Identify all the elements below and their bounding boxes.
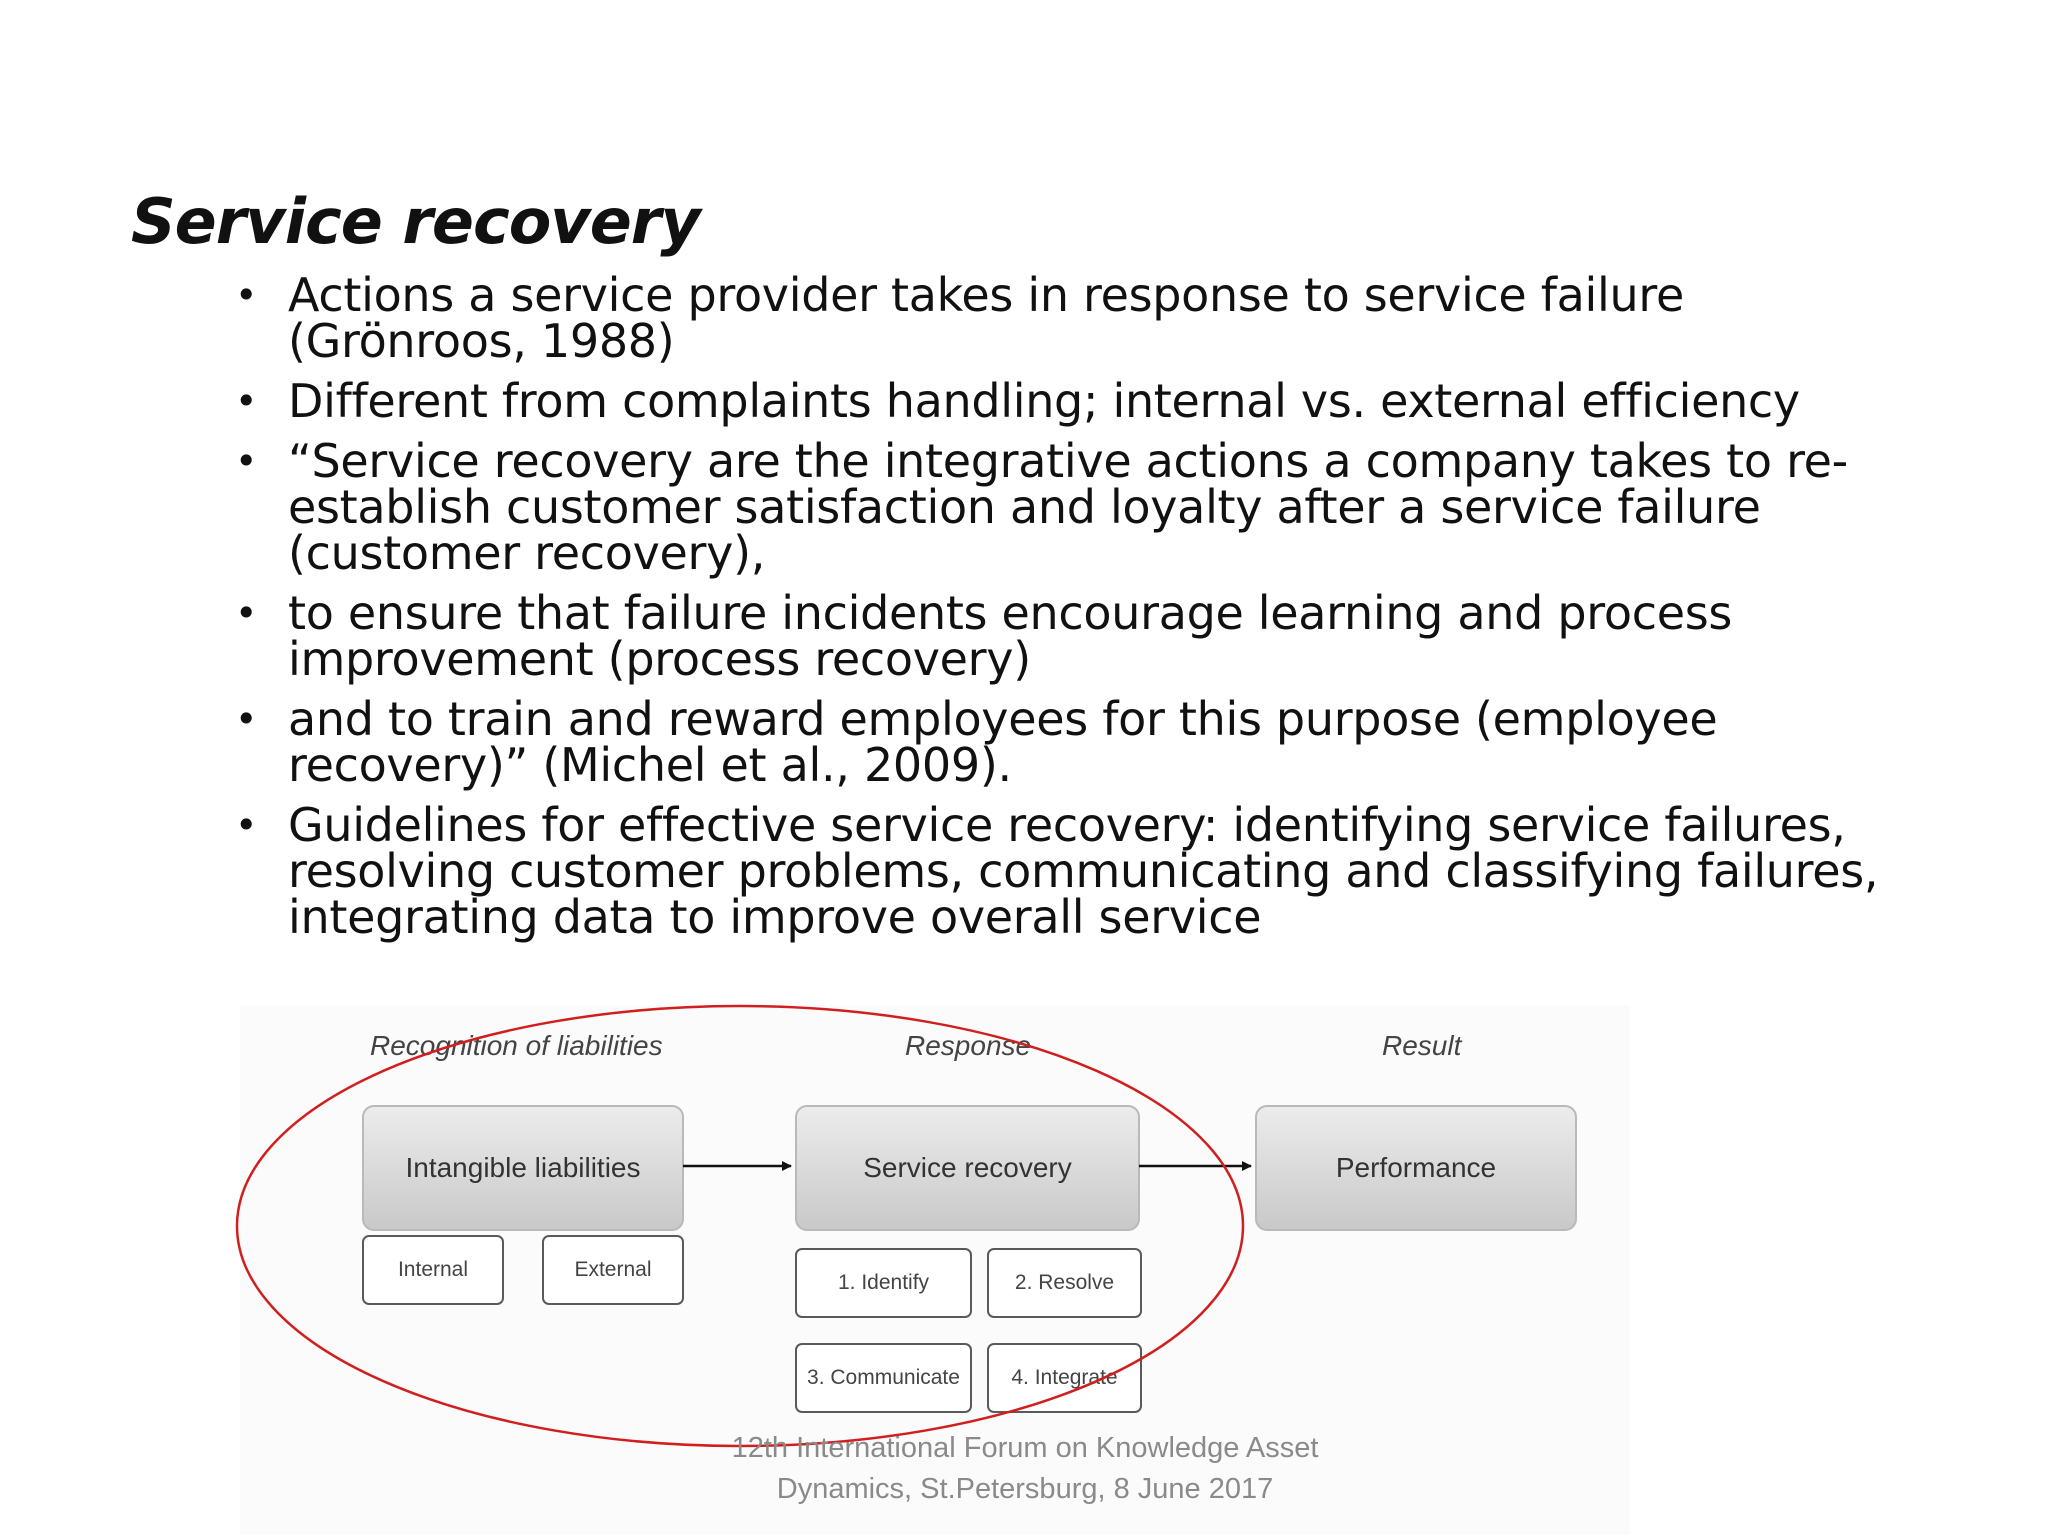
slide-title: Service recovery [131,185,700,258]
box-internal: Internal [362,1235,504,1305]
bullet-item: • Actions a service provider takes in response to service failure (Grönroos, 1988) [235,272,1935,364]
box-communicate: 3. Communicate [795,1343,972,1413]
bullet-list [235,268,1935,954]
box-external: External [542,1235,684,1305]
bullet-item: • and to train and reward employees for this purpose (employee recovery)” (Michel et al., 2009). [235,696,1935,788]
label-response: Response [905,1030,1032,1061]
slide-footer [660,1428,1390,1510]
box-service-recovery: Service recovery [795,1105,1140,1231]
bullet-item: • Different from complaints handling; internal vs. external efficiency [235,378,1935,424]
footer-line-2: Dynamics, St.Petersburg, 8 June 2017 [776,1473,1274,1505]
label-result: Result [1382,1030,1462,1061]
box-performance: Performance [1255,1105,1577,1231]
box-intangible-liabilities: Intangible liabilities [362,1105,684,1231]
box-integrate: 4. Integrate [987,1343,1142,1413]
bullet-item: • “Service recovery are the integrative actions a company takes to re-establish customer satisfaction and loyalty after a service failure (customer recovery), [235,438,1935,576]
box-identify: 1. Identify [795,1248,972,1318]
bullet-item: • Guidelines for effective service recovery: identifying service failures, resolving customer problems, communicating and classifying failures, integrating data to improve overall service [235,802,1935,940]
label-recognition-of-liabilities: Recognition of liabilities [370,1030,663,1061]
bullet-item: • to ensure that failure incidents encourage learning and process improvement (process recovery) [235,590,1935,682]
box-resolve: 2. Resolve [987,1248,1142,1318]
footer-line-1: 12th International Forum on Knowledge Asset [731,1432,1319,1464]
